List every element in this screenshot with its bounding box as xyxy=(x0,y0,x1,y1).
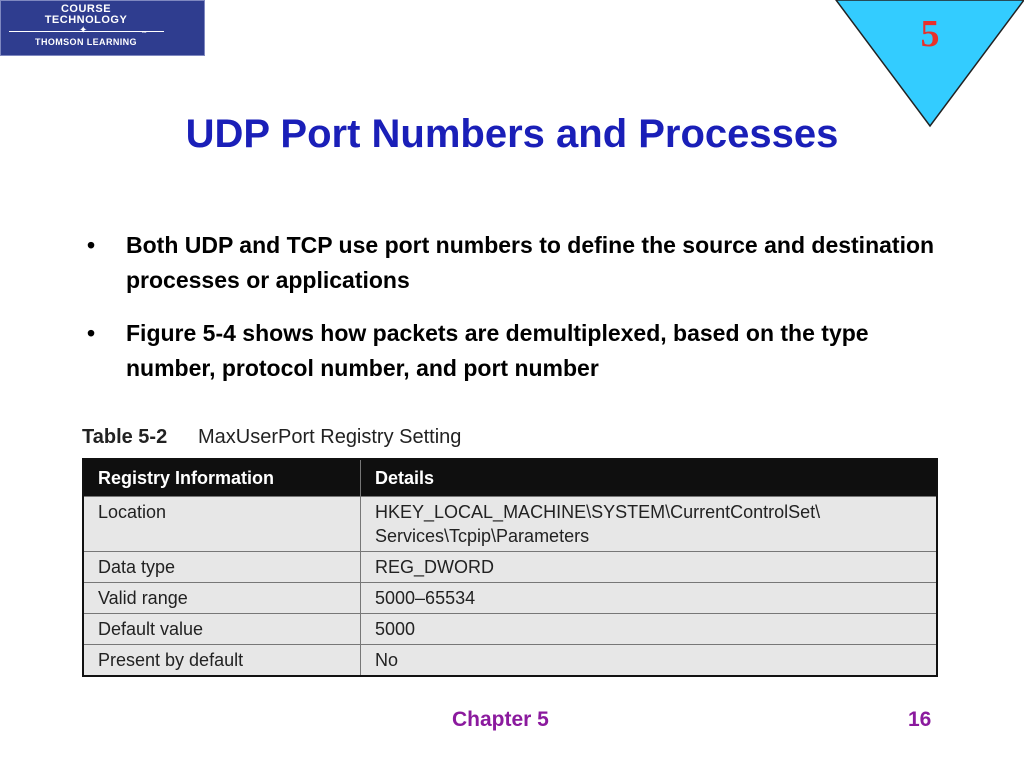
table-caption xyxy=(82,424,461,450)
registry-table xyxy=(82,458,938,677)
slide-title: UDP Port Numbers and Processes xyxy=(185,112,839,156)
header-details: Details xyxy=(361,459,938,497)
table-cell-value: HKEY_LOCAL_MACHINE\SYSTEM\CurrentControlSet\ Services\Tcpip\Parameters xyxy=(361,497,938,552)
table-row xyxy=(83,645,937,677)
table-row xyxy=(83,552,937,583)
header-registry-information: Registry Information xyxy=(83,459,361,497)
logo-line-course: COURSE xyxy=(60,3,112,15)
chapter-number-badge: 5 xyxy=(920,13,940,55)
table-cell-key: Present by default xyxy=(83,645,361,677)
bullet-list xyxy=(84,228,944,404)
table-cell-key: Data type xyxy=(83,552,361,583)
logo-trademark: ™ xyxy=(141,31,147,37)
table-row xyxy=(83,614,937,645)
table-cell-value: REG_DWORD xyxy=(361,552,938,583)
bullet-text: Both UDP and TCP use port numbers to define the source and destination processes or applications xyxy=(126,232,935,293)
table-cell-key: Valid range xyxy=(83,583,361,614)
bullet-item xyxy=(84,228,944,298)
table-caption-title: MaxUserPort Registry Setting xyxy=(198,426,462,448)
footer-page-number: 16 xyxy=(908,708,932,731)
table-cell-value: 5000–65534 xyxy=(361,583,938,614)
bullet-text: Figure 5-4 shows how packets are demultiplexed, based on the type number, protocol number, and port number xyxy=(126,320,869,381)
logo-line-technology: TECHNOLOGY xyxy=(44,14,128,26)
table-cell-value: No xyxy=(361,645,938,677)
table-caption-number: Table 5-2 xyxy=(82,426,168,448)
logo-star-icon: ✦ xyxy=(79,25,88,36)
footer-chapter-label: Chapter 5 xyxy=(452,708,549,731)
publisher-logo xyxy=(0,0,205,56)
table-row xyxy=(83,583,937,614)
logo-line-thomson: THOMSON LEARNING xyxy=(35,37,137,47)
table-row xyxy=(83,497,937,552)
table-header-row xyxy=(83,459,937,497)
bullet-dot-icon: • xyxy=(87,232,96,258)
table-cell-key: Location xyxy=(83,497,361,552)
table-cell-value: 5000 xyxy=(361,614,938,645)
bullet-dot-icon: • xyxy=(87,320,96,346)
bullet-item xyxy=(84,316,944,386)
table-cell-key: Default value xyxy=(83,614,361,645)
